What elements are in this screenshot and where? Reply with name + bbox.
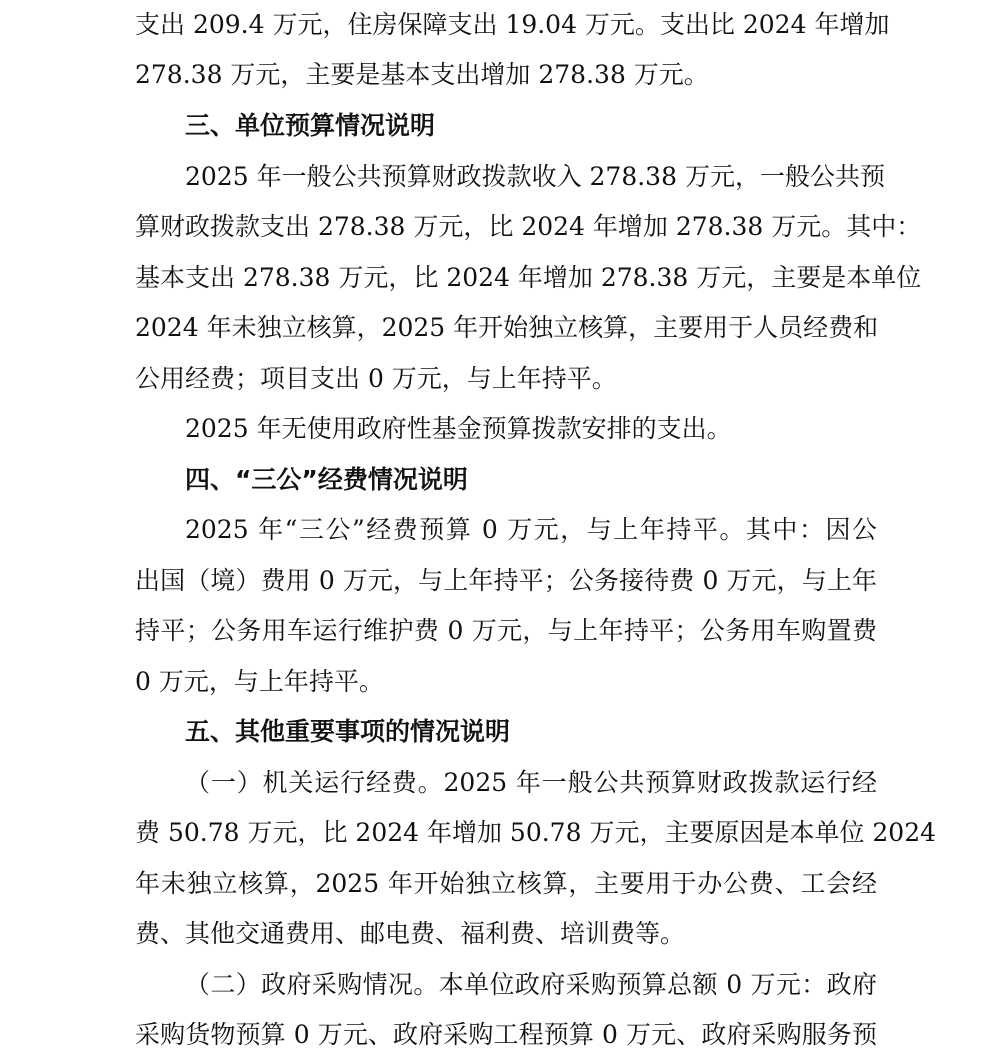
text-line-8: 公用经费；项目支出 0 万元，与上年持平。 — [135, 364, 617, 393]
text-line-14: 0 万元，与上年持平。 — [135, 667, 384, 696]
text-line-9: 2025 年无使用政府性基金预算拨款安排的支出。 — [185, 414, 732, 443]
text-line-11: 2025 年“三公”经费预算 0 万元，与上年持平。其中：因公 — [185, 515, 877, 544]
text-line-7: 2024 年未独立核算，2025 年开始独立核算，主要用于人员经费和 — [135, 313, 879, 342]
section-heading-3: 三、单位预算情况说明 — [185, 111, 436, 140]
text-line-5: 算财政拨款支出 278.38 万元，比 2024 年增加 278.38 万元。其中： — [135, 212, 922, 241]
text-line-2: 278.38 万元，主要是基本支出增加 278.38 万元。 — [135, 60, 709, 89]
section-heading-4: 四、“三公”经费情况说明 — [185, 465, 468, 494]
text-line-6: 基本支出 278.38 万元，比 2024 年增加 278.38 万元，主要是本单位 — [135, 263, 922, 292]
text-line-16: （一）机关运行经费。2025 年一般公共预算财政拨款运行经 — [185, 768, 877, 797]
section-heading-5: 五、其他重要事项的情况说明 — [185, 717, 511, 746]
text-line-13: 持平；公务用车运行维护费 0 万元，与上年持平；公务用车购置费 — [135, 616, 877, 645]
text-line-4: 2025 年一般公共预算财政拨款收入 278.38 万元，一般公共预 — [185, 162, 885, 191]
text-line-20: （二）政府采购情况。本单位政府采购预算总额 0 万元：政府 — [185, 970, 877, 999]
text-line-18: 年未独立核算，2025 年开始独立核算，主要用于办公费、工会经 — [135, 869, 877, 898]
text-line-19: 费、其他交通费用、邮电费、福利费、培训费等。 — [135, 919, 686, 948]
text-line-1: 支出 209.4 万元，住房保障支出 19.04 万元。支出比 2024 年增加 — [135, 10, 890, 39]
text-line-21: 采购货物预算 0 万元、政府采购工程预算 0 万元、政府采购服务预 — [135, 1020, 877, 1049]
text-line-17: 费 50.78 万元，比 2024 年增加 50.78 万元，主要原因是本单位 2024 — [135, 818, 937, 847]
text-line-12: 出国（境）费用 0 万元，与上年持平；公务接待费 0 万元，与上年 — [135, 566, 877, 595]
